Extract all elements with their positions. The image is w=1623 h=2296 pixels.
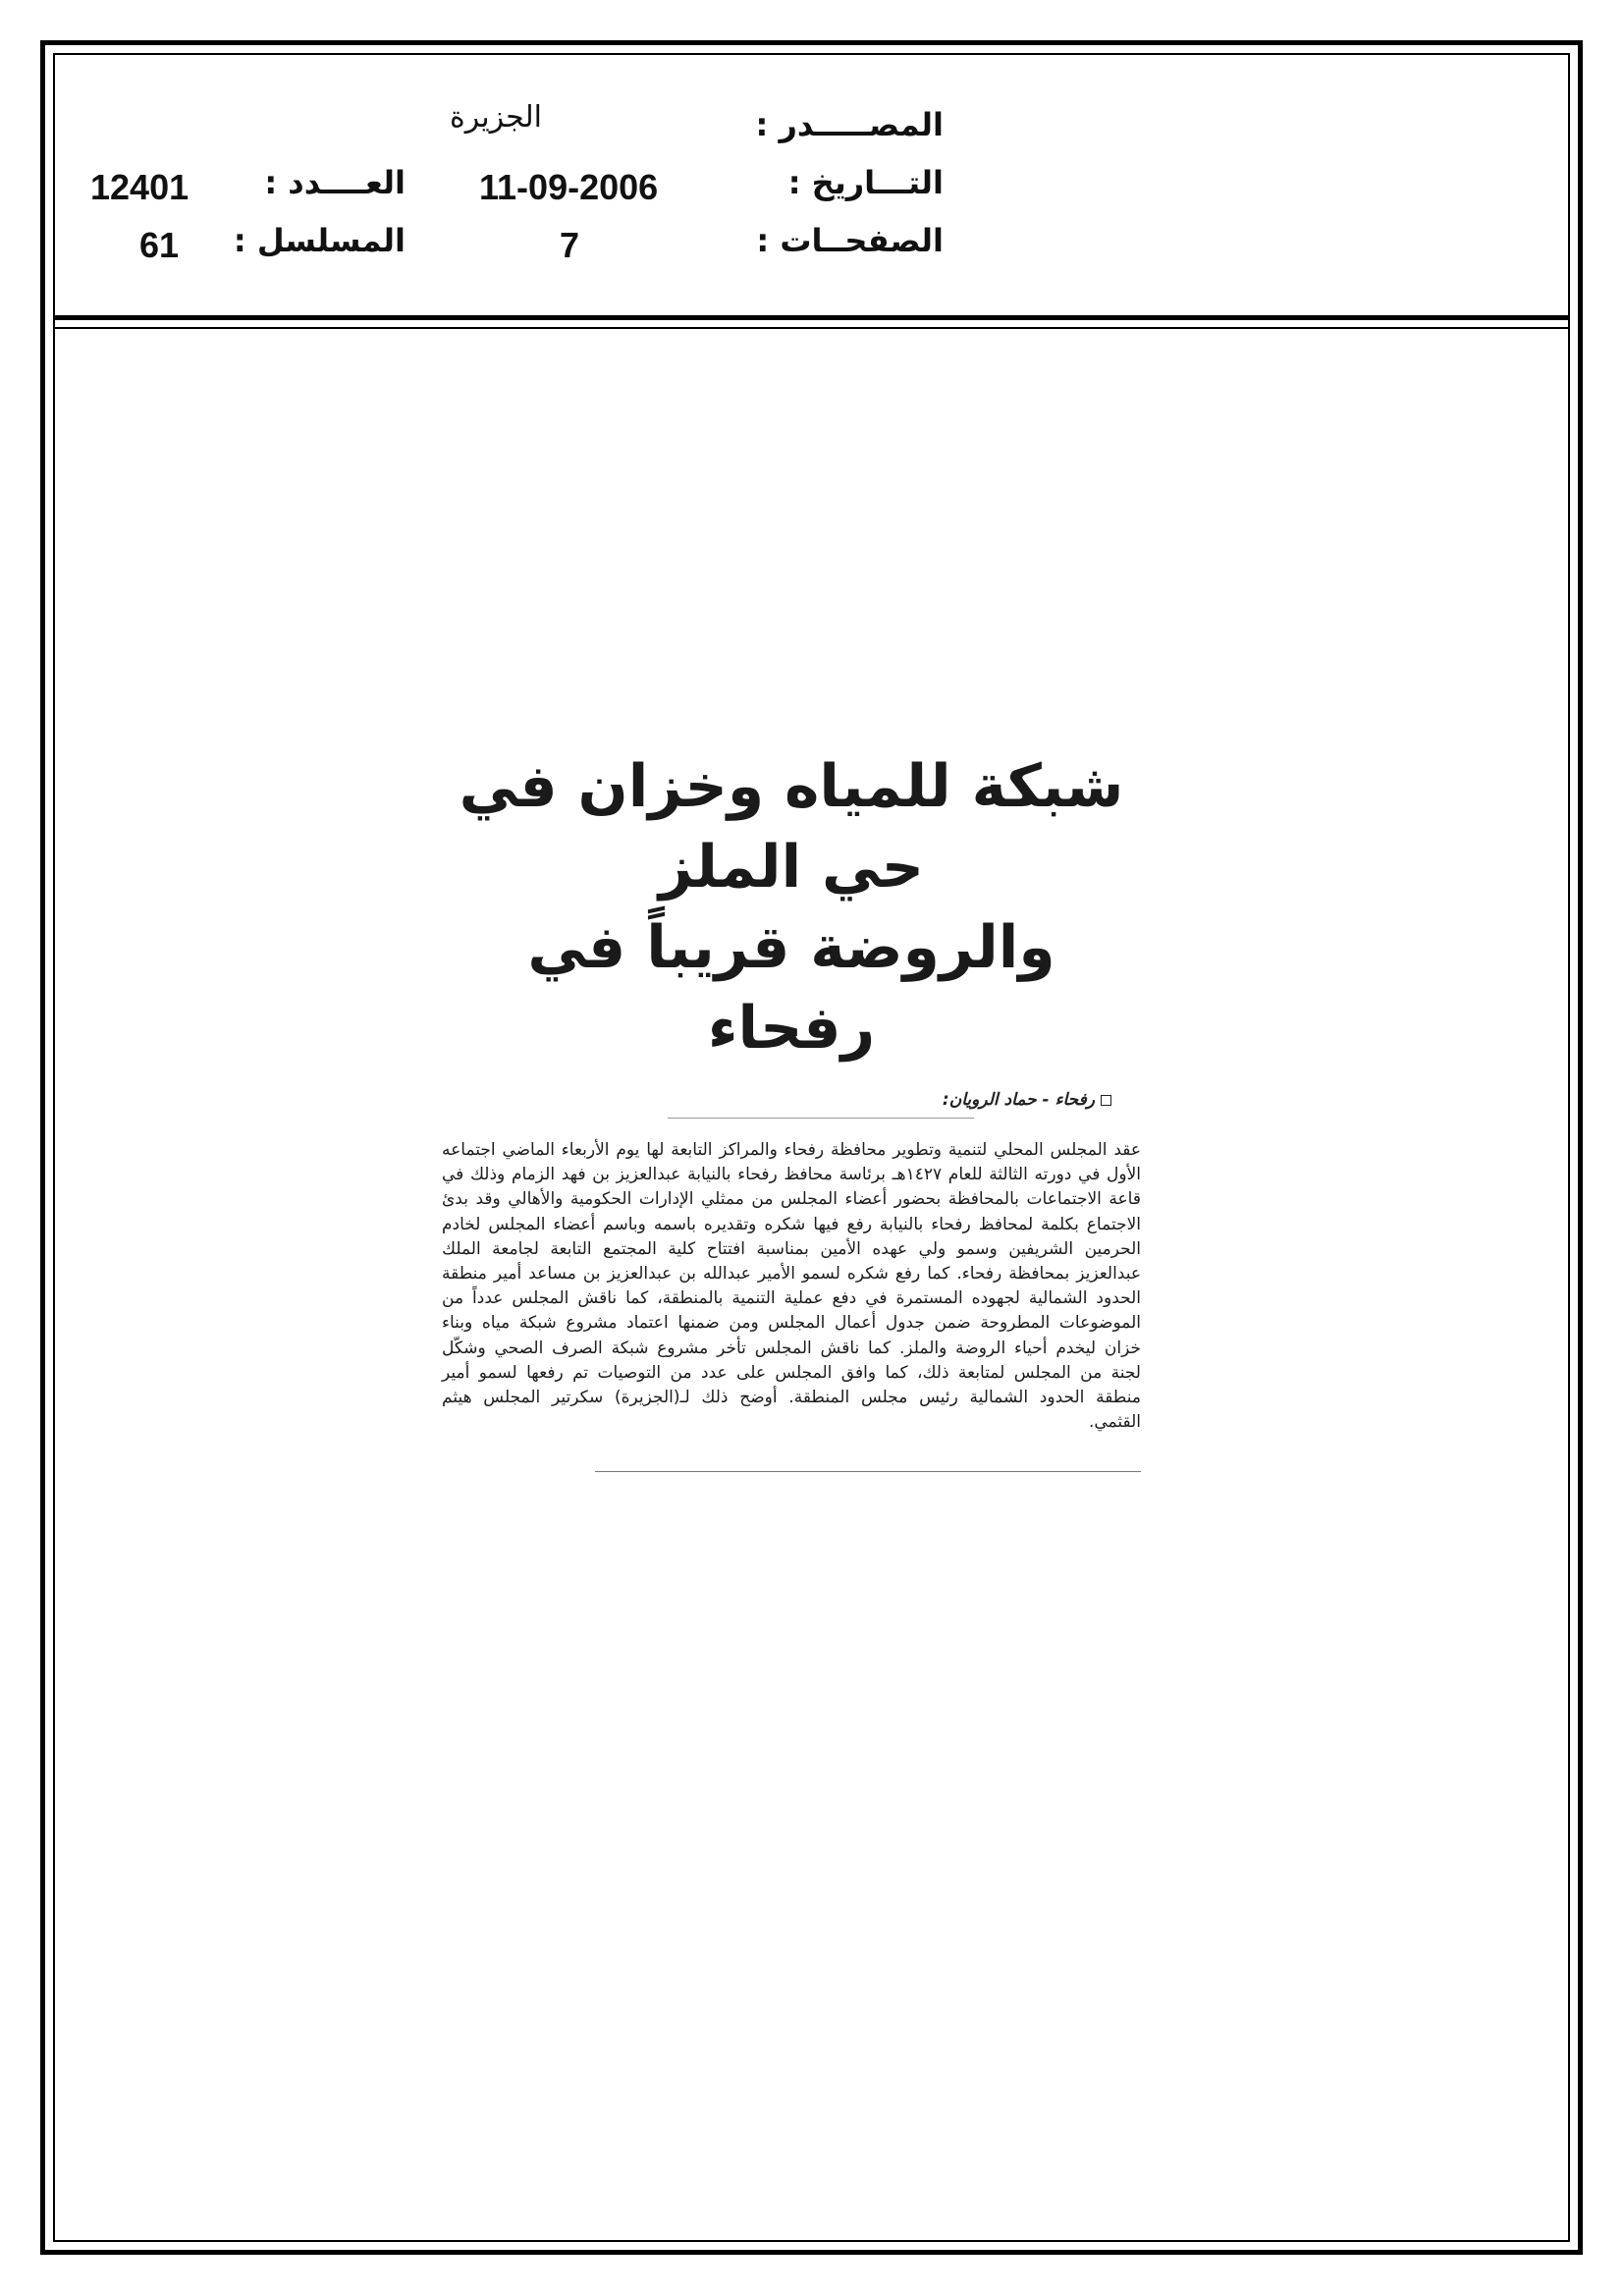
byline [442, 1090, 1141, 1110]
article-end-rule [595, 1471, 1141, 1472]
source-value: الجزيرة [450, 100, 543, 135]
headline-line-2: والروضة قريباً في رفحاء [527, 913, 1055, 1063]
issue-label: العــــدد : [264, 164, 406, 201]
headline [442, 746, 1141, 1068]
date-value: 11-09-2006 [479, 167, 659, 207]
pages-value: 7 [560, 225, 580, 265]
byline-text: رفحاء - حماد الرويان: [942, 1090, 1095, 1110]
headline-line-1: شبكة للمياه وخزان في حي الملز [459, 752, 1124, 902]
byline-rule [668, 1118, 974, 1119]
date-label: التـــاريخ : [787, 164, 944, 201]
article-body: عقد المجلس المحلي لتنمية وتطوير محافظة رفحاء والمراكز التابعة لها يوم الأربعاء الماضي اجتماعه الأول في دورته الثالثة للعام ١٤٢٧هـ برئاسة محافظ رفحاء بالنيابة عبدالعزيز بن فهد الزمام وذلك في قاعة الاجتماعات بالمحافظة بحضور أعضاء المجلس من ممثلي الإدارات الحكومية والأهالي وقد بدئ الاجتماع بكلمة لمحافظ رفحاء بالنيابة رفع فيها شكره وتقديره باسمه وباسم أعضاء المجلس لخادم الحرمين الشريفين وسمو ولي عهده الأمين بمناسبة افتتاح كلية المجتمع التابعة لجامعة الملك عبدالعزيز بمحافظة رفحاء. كما رفع شكره لسمو الأمير عبدالله بن عبدالعزيز بن مساعد أمير منطقة الحدود الشمالية لجهوده المستمرة في دفع عملية التنمية بالمنطقة، كما ناقش المجلس عدداً من الموضوعات المطروحة ضمن جدول أعمال المجلس ومن ضمنها اعتماد مشروع شبكة مياه وبناء خزان ليخدم أحياء الروضة والملز. كما ناقش المجلس تأخر مشروع شبكة الصرف الصحي وشكّل لجنة من المجلس لمتابعة ذلك، كما وافق المجلس على عدد من التوصيات تم رفعها لسمو أمير منطقة الحدود الشمالية رئيس مجلس المنطقة. أوضح ذلك لـ(الجزيرة) سكرتير المجلس هيثم القثمي. [442, 1140, 1141, 1433]
pages-label: الصفحــات : [756, 222, 944, 259]
issue-value: 12401 [90, 167, 189, 207]
header-divider-thick [53, 315, 1570, 320]
header-divider-thin [53, 327, 1570, 329]
serial-value: 61 [139, 225, 180, 265]
serial-label: المسلسل : [233, 222, 406, 259]
news-clipping [442, 746, 1141, 1493]
bullet-box-icon [1101, 1095, 1111, 1106]
source-label: المصـــــدر : [755, 106, 944, 143]
